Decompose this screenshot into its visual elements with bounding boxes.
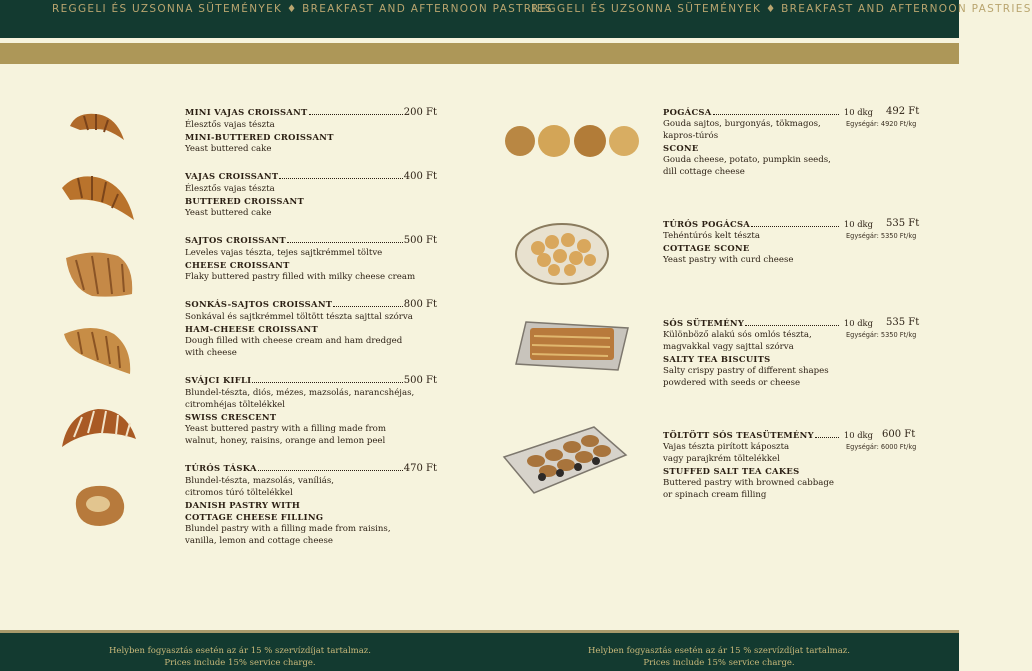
menu-item-danish-pastry: TÚRÓS TÁSKA 470 Ft Blundel-tészta, mazsolás, vaníliás, citromos túró töltelékkel DANISH PASTRY WITH COTTAGE CHEESE FILLING Blundel pastry with a filling made from raisins, vanilla, lemon and cottage cheese	[185, 463, 437, 546]
header-bar	[0, 0, 1032, 38]
menu-item-ham-cheese-croissant: SONKÁS-SAJTOS CROISSANT 800 Ft Sonkával és sajtkrémmel töltött tészta sajttal szórva HAM-CHEESE CROISSANT Dough filled with cheese cream and ham dredged with cheese	[185, 299, 437, 358]
menu-item-buttered-croissant: VAJAS CROISSANT 400 Ft Élesztős vajas tészta BUTTERED CROISSANT Yeast buttered cake	[185, 171, 437, 218]
header-title-right: REGGELI ÉS UZSONNA SÜTEMÉNYEK ♦ BREAKFAST AND AFTERNOON PASTRIES	[531, 3, 1032, 15]
salty-tea-biscuits-tray-image	[514, 318, 630, 374]
menu-item-mini-croissant: MINI VAJAS CROISSANT 200 Ft Élesztős vajas tészta MINI-BUTTERED CROISSANT Yeast buttered cake	[185, 107, 437, 154]
unit-price: Egységár: 4920 Ft/kg	[846, 120, 917, 128]
item-quantity: 10 dkg	[843, 430, 873, 440]
menu-item-salty-tea-biscuits: SÓS SÜTEMÉNY 10 dkg Különböző alakú sós omlós tészta, magvakkal vagy sajttal szórva SALTY TEA BISCUITS Salty crispy pastry of different shapes powdered with seeds or cheese	[663, 318, 873, 388]
ham-cheese-croissant-image	[62, 322, 134, 378]
footer-right	[569, 645, 869, 669]
buttered-croissant-image	[60, 170, 136, 226]
header-title-left: REGGELI ÉS UZSONNA SÜTEMÉNYEK ♦ BREAKFAST AND AFTERNOON PASTRIES	[52, 3, 553, 15]
footer-left	[90, 645, 390, 669]
item-price: 500 Ft	[403, 375, 437, 386]
mini-croissant-image	[66, 106, 128, 150]
cottage-scone-basket-image	[514, 218, 610, 286]
unit-price: Egységár: 5350 Ft/kg	[846, 331, 917, 339]
footer-service-note-en: Prices include 15% service charge.	[164, 658, 316, 668]
item-price: 500 Ft	[403, 235, 437, 246]
menu-item-cheese-croissant: SAJTOS CROISSANT 500 Ft Leveles vajas tészta, tejes sajtkrémmel töltve CHEESE CROISSANT Flaky buttered pastry filled with milky cheese cream	[185, 235, 437, 282]
item-price: 800 Ft	[403, 299, 437, 310]
item-price: 535 Ft	[886, 218, 920, 229]
item-price: 600 Ft	[882, 429, 916, 440]
item-price: 492 Ft	[886, 106, 920, 117]
scone-image	[502, 123, 642, 163]
footer-service-note-hu: Helyben fogyasztás esetén az ár 15 % szervízdíjat tartalmaz.	[588, 646, 850, 656]
item-price: 400 Ft	[403, 171, 437, 182]
item-quantity: 10 dkg	[843, 107, 873, 117]
item-price: 470 Ft	[403, 463, 437, 474]
menu-item-scone: POGÁCSA 10 dkg Gouda sajtos, burgonyás, tökmagos, kapros-túrós SCONE Gouda cheese, potato, pumpkin seeds, dill cottage cheese	[663, 107, 873, 177]
gold-band	[0, 43, 959, 64]
item-quantity: 10 dkg	[843, 219, 873, 229]
menu-item-cottage-scone: TÚRÓS POGÁCSA 10 dkg Tehéntúrós kelt tészta COTTAGE SCONE Yeast pastry with curd cheese	[663, 219, 873, 265]
item-price: 200 Ft	[403, 107, 437, 118]
unit-price: Egységár: 6000 Ft/kg	[846, 443, 917, 451]
unit-price: Egységár: 5350 Ft/kg	[846, 232, 917, 240]
footer-service-note-en: Prices include 15% service charge.	[643, 658, 795, 668]
item-quantity: 10 dkg	[843, 318, 873, 328]
cheese-croissant-image	[62, 248, 136, 300]
item-price: 535 Ft	[886, 317, 920, 328]
danish-pastry-image	[70, 482, 128, 530]
footer-service-note-hu: Helyben fogyasztás esetén az ár 15 % szervízdíjat tartalmaz.	[109, 646, 371, 656]
swiss-crescent-image	[60, 403, 138, 453]
menu-item-stuffed-tea-cakes: TÖLTÖTT SÓS TEASÜTEMÉNY 10 dkg Vajas tészta pirított káposzta vagy parajkrém töltelékkel STUFFED SALT TEA CAKES Buttered pastry with browned cabbage or spinach cream filling	[663, 430, 873, 500]
stuffed-tea-cakes-tray-image	[502, 423, 628, 495]
menu-item-swiss-crescent: SVÁJCI KIFLI 500 Ft Blundel-tészta, diós, mézes, mazsolás, narancshéjas, citromhéjas töltelékkel SWISS CRESCENT Yeast buttered pastry with a filling made from walnut, honey, raisins, orange and lemon peel	[185, 375, 437, 446]
